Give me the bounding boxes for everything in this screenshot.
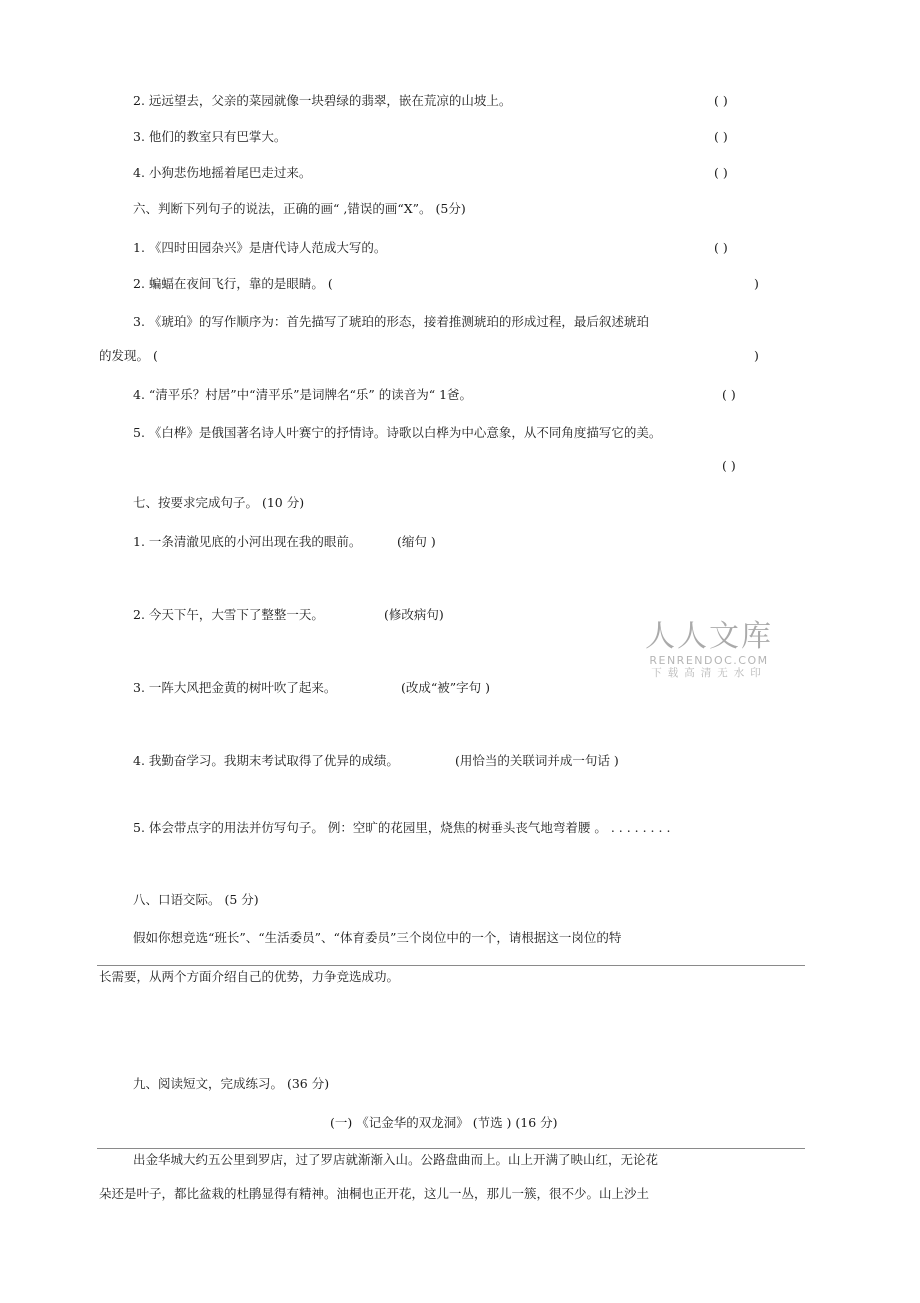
section-8-prompt-line-1: 假如你想竞选“班长”、“生活委员”、“体育委员”三个岗位中的一个，请根据这一岗位的特 — [133, 930, 622, 945]
section-6-heading: 六、判断下列句子的说法，正确的画“ ,错误的画“X”。 (5分) — [133, 201, 466, 216]
watermark-site: RENRENDOC.COM — [649, 654, 769, 667]
exercise-item-2: 2. 远远望去，父亲的菜园就像一块碧绿的翡翠，嵌在荒凉的山坡上。 — [133, 93, 512, 108]
answer-parentheses: ( ) — [714, 93, 728, 108]
section-7-heading: 七、按要求完成句子。 (10 分) — [133, 495, 305, 510]
answer-parentheses: ( ) — [722, 387, 736, 402]
answer-parentheses-close: ) — [754, 276, 759, 291]
sentence-task-3: 3. 一阵大风把金黄的树叶吹了起来。 — [133, 680, 337, 695]
answer-parentheses: ( ) — [714, 240, 728, 255]
divider-line — [97, 1148, 805, 1149]
sentence-task-1: 1. 一条清澈见底的小河出现在我的眼前。 — [133, 534, 362, 549]
sentence-task-1-requirement: (缩句 ) — [397, 534, 436, 549]
sentence-task-4-requirement: (用恰当的关联词并成一句话 ) — [455, 753, 619, 768]
answer-parentheses: ( ) — [714, 165, 728, 180]
passage-line-1: 出金华城大约五公里到罗店，过了罗店就渐渐入山。公路盘曲而上。山上开满了映山红，无论花 — [133, 1152, 659, 1167]
answer-parentheses: ( ) — [722, 458, 736, 473]
answer-parentheses: ( ) — [714, 129, 728, 144]
exercise-item-3: 3. 他们的教室只有巴掌大。 — [133, 129, 287, 144]
answer-parentheses-close: ) — [754, 348, 759, 363]
watermark-logo-text: 人人文库 — [645, 619, 773, 654]
judge-item-3-line-1: 3. 《琥珀》的写作顺序为：首先描写了琥珀的形态，接着推测琥珀的形成过程，最后叙述琥珀 — [133, 314, 649, 329]
exercise-item-4: 4. 小狗悲伤地摇着尾巴走过来。 — [133, 165, 312, 180]
watermark — [640, 620, 778, 680]
sentence-task-2: 2. 今天下午，大雪下了整整一天。 — [133, 607, 324, 622]
section-8-heading: 八、口语交际。 (5 分) — [133, 892, 259, 907]
section-8-prompt-line-2: 长需要，从两个方面介绍自己的优势，力争竞选成功。 — [99, 969, 400, 984]
passage-line-2: 朵还是叶子，都比盆栽的杜鹃显得有精神。油桐也正开花，这儿一丛，那儿一簇，很不少。山上沙土 — [99, 1186, 650, 1201]
section-9-heading: 九、阅读短文，完成练习。 (36 分) — [133, 1076, 330, 1091]
sentence-task-4: 4. 我勤奋学习。我期末考试取得了优异的成绩。 — [133, 753, 399, 768]
judge-item-1: 1. 《四时田园杂兴》是唐代诗人范成大写的。 — [133, 240, 387, 255]
judge-item-4: 4. “清平乐？村居”中“清平乐”是词牌名“乐” 的读音为“ 1爸。 — [133, 387, 473, 402]
watermark-slogan: 下载高清无水印 — [651, 667, 767, 679]
judge-item-3-line-2: 的发现。 ( — [99, 348, 158, 363]
divider-line — [97, 965, 805, 966]
sentence-task-3-requirement: (改成“被”字句 ) — [401, 680, 491, 695]
judge-item-5: 5. 《白桦》是俄国著名诗人叶赛宁的抒情诗。诗歌以白桦为中心意象，从不同角度描写它的美。 — [133, 425, 662, 440]
sentence-task-2-requirement: (修改病句) — [384, 607, 444, 622]
passage-title: (一) 《记金华的双龙洞》 (节选 ) (16 分) — [330, 1115, 558, 1130]
judge-item-2: 2. 蝙蝠在夜间飞行，靠的是眼睛。 ( — [133, 276, 333, 291]
sentence-task-5: 5. 体会带点字的用法并仿写句子。 例：空旷的花园里，烧焦的树垂头丧气地弯着腰 。 . . . . . . . . — [133, 820, 671, 835]
